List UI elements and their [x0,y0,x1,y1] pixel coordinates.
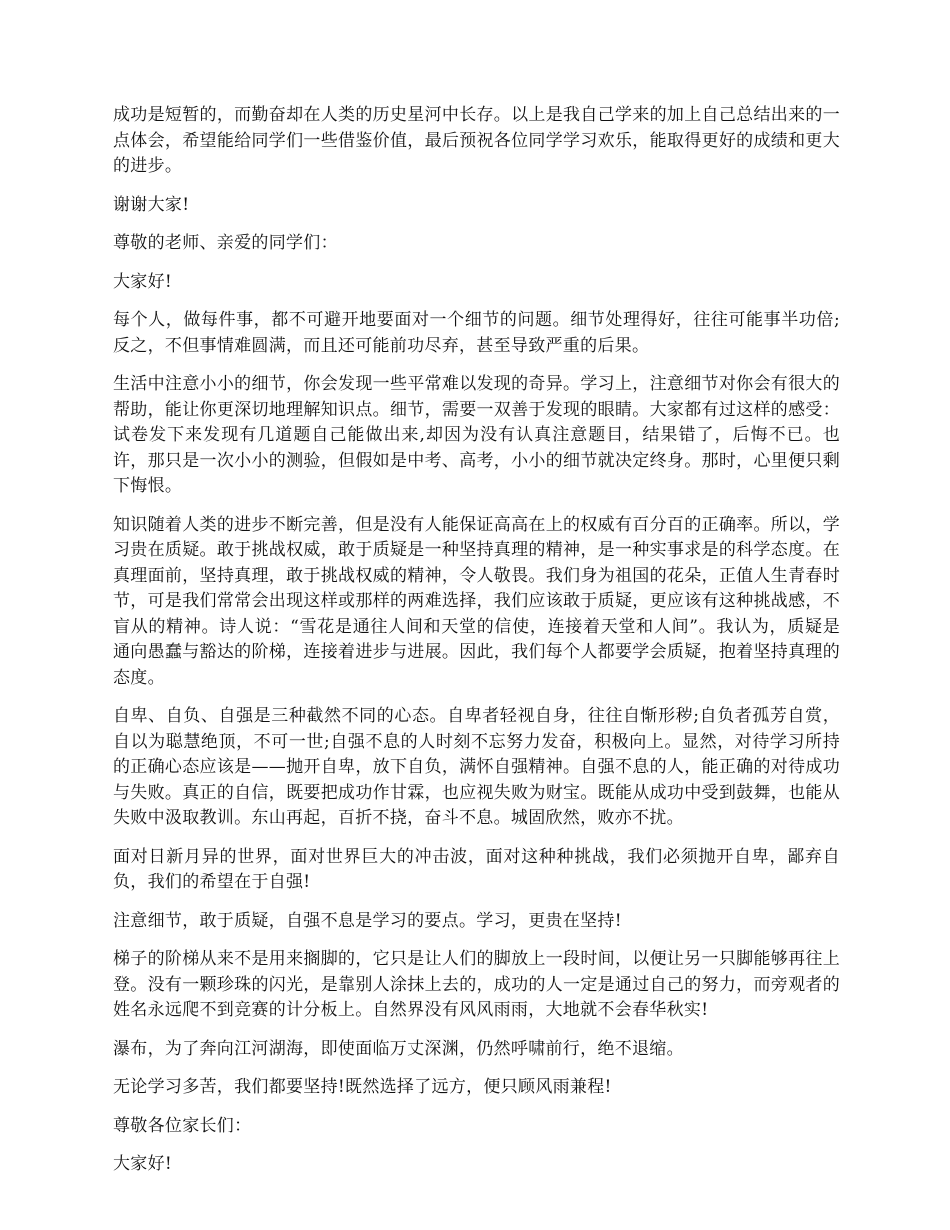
paragraph-questioning: 知识随着人类的进步不断完善，但是没有人能保证高高在上的权威有百分百的正确率。所以，学习贵在质疑。敢于挑战权威，敢于质疑是一种坚持真理的精神，是一种实事求是的科学态度。在真理面前，坚持真理，敢于挑战权威的精神，令人敬畏。我们身为祖国的花朵，正值人生青春时节，可是我们常常会出现这样或那样的两难选择，我们应该敢于质疑，更应该有这种挑战感，不盲从的精神。诗人说：“雪花是通往人间和天堂的信使，连接着天堂和人间”。我认为，质疑是通向愚蠢与豁达的阶梯，连接着进步与进展。因此，我们每个人都要学会质疑，抱着坚持真理的态度。 [113,514,840,688]
paragraph-greeting-2: 大家好! [113,1154,173,1174]
paragraph-waterfall: 瀑布，为了奔向江河湖海，即使面临万丈深渊，仍然呼啸前行，绝不退缩。 [113,1038,684,1059]
paragraph-persist: 无论学习多苦，我们都要坚持!既然选择了远方，便只顾风雨兼程! [113,1077,612,1097]
paragraph-thanks: 谢谢大家! [113,194,190,215]
paragraph-facing-challenges: 面对日新月异的世界，面对世界巨大的冲击波，面对这种种挑战，我们必须抛开自卑，鄙弃自负，我们的希望在于自强! [113,846,840,892]
paragraph-ladder: 梯子的阶梯从来不是用来搁脚的，它只是让人们的脚放上一段时间，以便让另一只脚能够再往上登。没有一颗珍珠的闪光，是靠别人涂抹上去的，成功的人一定是通过自己的努力，而旁观者的姓名永远爬不到竞赛的计分板上。自然界没有风风雨雨，大地就不会春华秋实! [113,949,840,1020]
document-body [113,103,840,1191]
paragraph-details-life: 生活中注意小小的细节，你会发现一些平常难以发现的奇异。学习上，注意细节对你会有很大的帮助，能让你更深切地理解知识点。细节，需要一双善于发现的眼睛。大家都有过这样的感受：试卷发下来发现有几道题自己能做出来,却因为没有认真注意题目，结果错了，后悔不已。也许，那只是一次小小的测验，但假如是中考、高考，小小的细节就决定终身。那时，心里便只剩下悔恨。 [113,374,840,496]
paragraph-key-points: 注意细节，敢于质疑，自强不息是学习的要点。学习，更贵在坚持! [113,910,622,931]
paragraph-self-strength: 自卑、自负、自强是三种截然不同的心态。自卑者轻视自身，往往自惭形秽;自负者孤芳自赏，自以为聪慧绝顶，不可一世;自强不息的人时刻不忘努力发奋，积极向上。显然，对待学习所持的正确心态应该是——抛开自卑，放下自负，满怀自强精神。自强不息的人，能正确的对待成功与失败。真正的自信，既要把成功作甘霖，也应视失败为财宝。既能从成功中受到鼓舞，也能从失败中汲取教训。东山再起，百折不挠，奋斗不息。城固欣然，败亦不扰。 [113,706,840,828]
paragraph-salutation-parents: 尊敬各位家长们： [113,1115,252,1136]
paragraph-greeting: 大家好! [113,271,173,292]
paragraph-closing-remarks: 成功是短暂的，而勤奋却在人类的历史星河中长存。以上是我自己学来的加上自己总结出来的一点体会，希望能给同学们一些借鉴价值，最后预祝各位同学学习欢乐，能取得更好的成绩和更大的进步。 [113,105,840,176]
paragraph-salutation-teachers: 尊敬的老师、亲爱的同学们： [113,233,338,253]
paragraph-details-intro: 每个人，做每件事，都不可避开地要面对一个细节的问题。细节处理得好，往往可能事半功倍;反之，不但事情难圆满，而且还可能前功尽弃，甚至导致严重的后果。 [113,310,840,356]
